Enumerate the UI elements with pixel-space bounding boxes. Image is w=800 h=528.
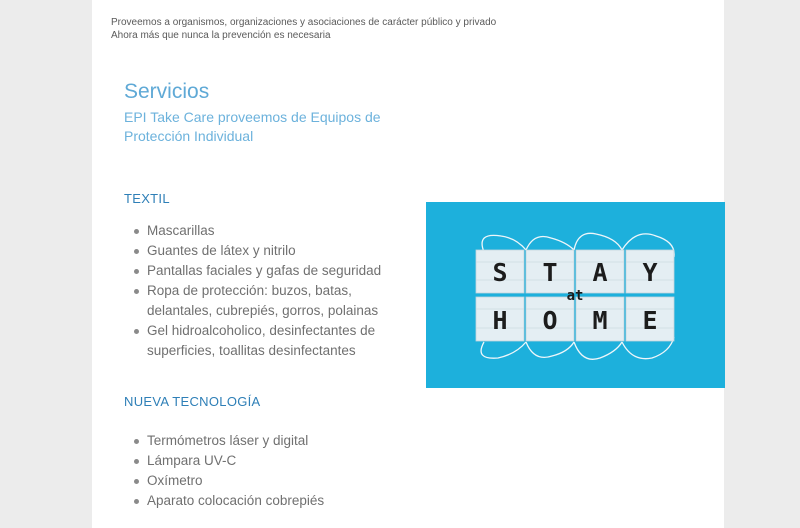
letter-s: S — [492, 258, 508, 287]
textil-heading: TEXTIL — [124, 191, 170, 206]
list-item: Ropa de protección: buzos, batas, delantales, cubrepiés, gorros, polainas — [132, 281, 400, 321]
list-item: Oxímetro — [132, 471, 400, 491]
services-subtitle: EPI Take Care proveemos de Equipos de Protección Individual — [124, 109, 381, 144]
list-item: Mascarillas — [132, 221, 400, 241]
services-title: Servicios — [124, 80, 210, 103]
letter-h: H — [492, 306, 508, 335]
list-item: Termómetros láser y digital — [132, 431, 400, 451]
letter-a: A — [592, 258, 608, 287]
list-item: Pantallas faciales y gafas de seguridad — [132, 261, 400, 281]
letter-y: Y — [642, 258, 658, 287]
list-item: Guantes de látex y nitrilo — [132, 241, 400, 261]
list-item: Aparato colocación cobrepiés — [132, 491, 400, 511]
tecnologia-list — [132, 431, 400, 511]
stay-at-home-illustration — [426, 202, 725, 388]
letter-m: M — [592, 306, 608, 335]
page-content — [92, 0, 724, 528]
intro-text — [111, 16, 496, 42]
intro-line-1: Proveemos a organismos, organizaciones y asociaciones de carácter público y privado — [111, 17, 497, 28]
word-at: at — [566, 288, 584, 304]
letter-e: E — [642, 306, 658, 335]
letter-o: O — [542, 306, 558, 335]
letter-t: T — [542, 258, 558, 287]
intro-line-2: Ahora más que nunca la prevención es necesaria — [111, 30, 331, 41]
stay-at-home-image — [426, 202, 725, 388]
textil-list — [132, 221, 400, 361]
list-item: Lámpara UV-C — [132, 451, 400, 471]
list-item: Gel hidroalcoholico, desinfectantes de superficies, toallitas desinfectantes — [132, 321, 400, 361]
tecnologia-heading: NUEVA TECNOLOGÍA — [124, 394, 261, 409]
